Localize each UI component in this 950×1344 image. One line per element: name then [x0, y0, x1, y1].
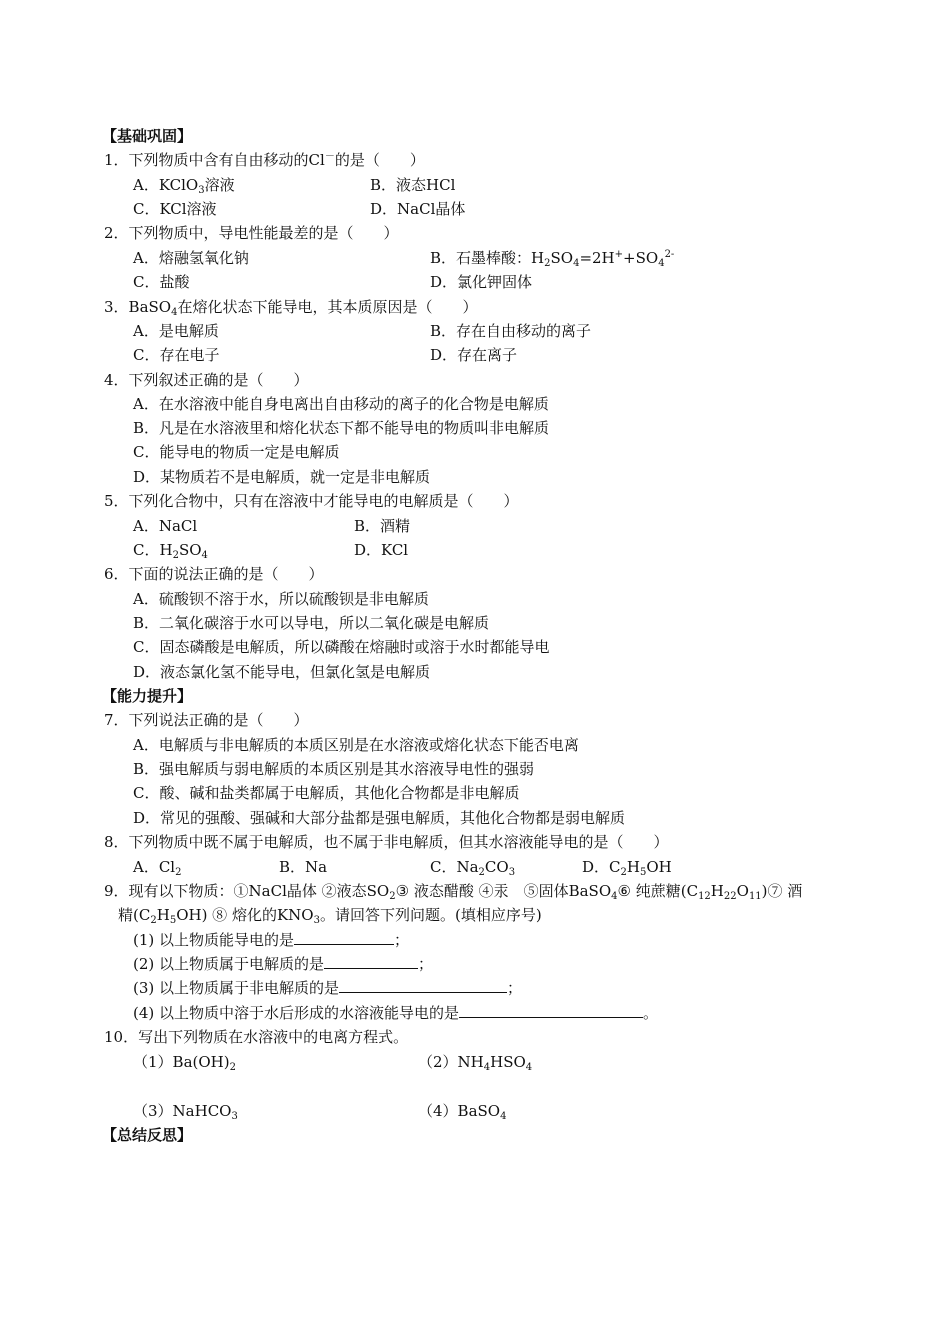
question-10-item-3: （3）NaHCO$_3$ [133, 1102, 238, 1122]
question-4-option-d: D．某物质若不是电解质，就一定是非电解质 [133, 468, 431, 486]
question-4-stem: 4．下列叙述正确的是（ ） [104, 371, 309, 389]
answer-blank-2[interactable] [324, 952, 418, 969]
question-3-option-c: C．存在电子 [133, 346, 220, 364]
question-1-option-b: B．液态HCl [370, 176, 456, 194]
question-3-option-d: D．存在离子 [430, 346, 518, 364]
question-7-option-a: A．电解质与非电解质的本质区别是在水溶液或熔化状态下能否电离 [133, 736, 579, 754]
section-heading-summary: 【总结反思】 [102, 1126, 193, 1144]
answer-blank-3[interactable] [339, 976, 507, 993]
question-9-stem-line-2: 精$(C_2H_5OH)$ ⑧ 熔化的$KNO_3$。请回答下列问题。(填相应序号) [118, 906, 542, 926]
question-2-option-b: B．石墨棒酸：$H_2SO_4=2H^++SO_4^{2-}$ [430, 249, 675, 269]
question-3-stem: 3．BaSO$_4$在熔化状态下能导电，其本质原因是（ ） [104, 298, 478, 318]
question-1-option-c: C．KCl溶液 [133, 200, 217, 218]
question-7-option-d: D．常见的强酸、强碱和大部分盐都是强电解质，其他化合物都是弱电解质 [133, 809, 626, 827]
question-7-option-c: C．酸、碱和盐类都属于电解质，其他化合物都是非电解质 [133, 784, 520, 802]
question-6-option-d: D．液态氯化氢不能导电，但氯化氢是电解质 [133, 663, 431, 681]
question-8-option-c: C．$Na_2CO_3$ [430, 858, 516, 878]
question-6-option-a: A．硫酸钡不溶于水，所以硫酸钡是非电解质 [133, 590, 429, 608]
question-7-option-b: B．强电解质与弱电解质的本质区别是其水溶液导电性的强弱 [133, 760, 535, 778]
question-7-stem: 7．下列说法正确的是（ ） [104, 711, 309, 729]
answer-blank-1[interactable] [294, 928, 394, 945]
question-9-part-3: (3) 以上物质属于非电解质的是 ； [133, 976, 522, 1000]
question-3-option-b: B．存在自由移动的离子 [430, 322, 592, 340]
question-2-option-a: A．熔融氢氧化钠 [133, 249, 249, 267]
question-2-stem: 2．下列物质中，导电性能最差的是（ ） [104, 224, 399, 242]
section-heading-advance: 【能力提升】 [102, 687, 193, 705]
question-5-stem: 5．下列化合物中，只有在溶液中才能导电的电解质是（ ） [104, 492, 519, 510]
answer-blank-4[interactable] [459, 1001, 643, 1018]
question-8-option-a: A．$Cl_2$ [133, 858, 182, 878]
question-6-option-b: B．二氧化碳溶于水可以导电，所以二氧化碳是电解质 [133, 614, 490, 632]
question-4-option-c: C．能导电的物质一定是电解质 [133, 443, 340, 461]
question-6-stem: 6．下面的说法正确的是（ ） [104, 565, 324, 583]
question-1-option-d: D．NaCl晶体 [370, 200, 466, 218]
question-4-option-a: A．在水溶液中能自身电离出自由移动的离子的化合物是电解质 [133, 395, 549, 413]
question-5-option-d: D．KCl [354, 541, 409, 559]
question-10-item-4: （4）BaSO$_4$ [418, 1102, 507, 1122]
question-5-option-c: C．$H_2SO_4$ [133, 541, 208, 561]
question-8-option-b: B．Na [279, 858, 328, 876]
question-10-item-2: $(2)NH_4HSO_4$ [418, 1053, 533, 1073]
question-5-option-a: A．NaCl [133, 517, 198, 535]
question-9-part-1: (1) 以上物质能导电的是 ； [133, 928, 409, 952]
question-9-part-2: (2) 以上物质属于电解质的是 ； [133, 952, 433, 976]
question-2-option-c: C．盐酸 [133, 273, 190, 291]
question-9-part-4: (4) 以上物质中溶于水后形成的水溶液能导电的是 。 [133, 1001, 658, 1025]
question-1-stem: 1．下列物质中含有自由移动的Cl－的是（ ） [104, 151, 425, 169]
section-heading-basic: 【基础巩固】 [102, 127, 193, 145]
question-6-option-c: C．固态磷酸是电解质，所以磷酸在熔融时或溶于水时都能导电 [133, 638, 550, 656]
question-4-option-b: B．凡是在水溶液里和熔化状态下都不能导电的物质叫非电解质 [133, 419, 550, 437]
question-1-option-a: A．KClO$_3$溶液 [133, 176, 235, 196]
question-3-option-a: A．是电解质 [133, 322, 219, 340]
question-10-item-1: $(1)Ba(OH)_2$ [133, 1053, 236, 1073]
question-9-stem-line-1: 9．现有以下物质：①NaCl晶体 ②液态$SO_2③$ 液态醋酸 ④汞 ⑤固体BaSO$_4$⑥ 纯蔗糖$(C_{12}H_{22}O_{11})⑦$ 酒 [104, 882, 803, 902]
question-2-option-d: D．氯化钾固体 [430, 273, 533, 291]
question-10-stem: 10．写出下列物质在水溶液中的电离方程式。 [104, 1028, 409, 1046]
question-8-option-d: D．$C_2H_5OH$ [582, 858, 672, 878]
question-8-stem: 8．下列物质中既不属于电解质，也不属于非电解质，但其水溶液能导电的是（ ） [104, 833, 669, 851]
question-5-option-b: B．酒精 [354, 517, 411, 535]
